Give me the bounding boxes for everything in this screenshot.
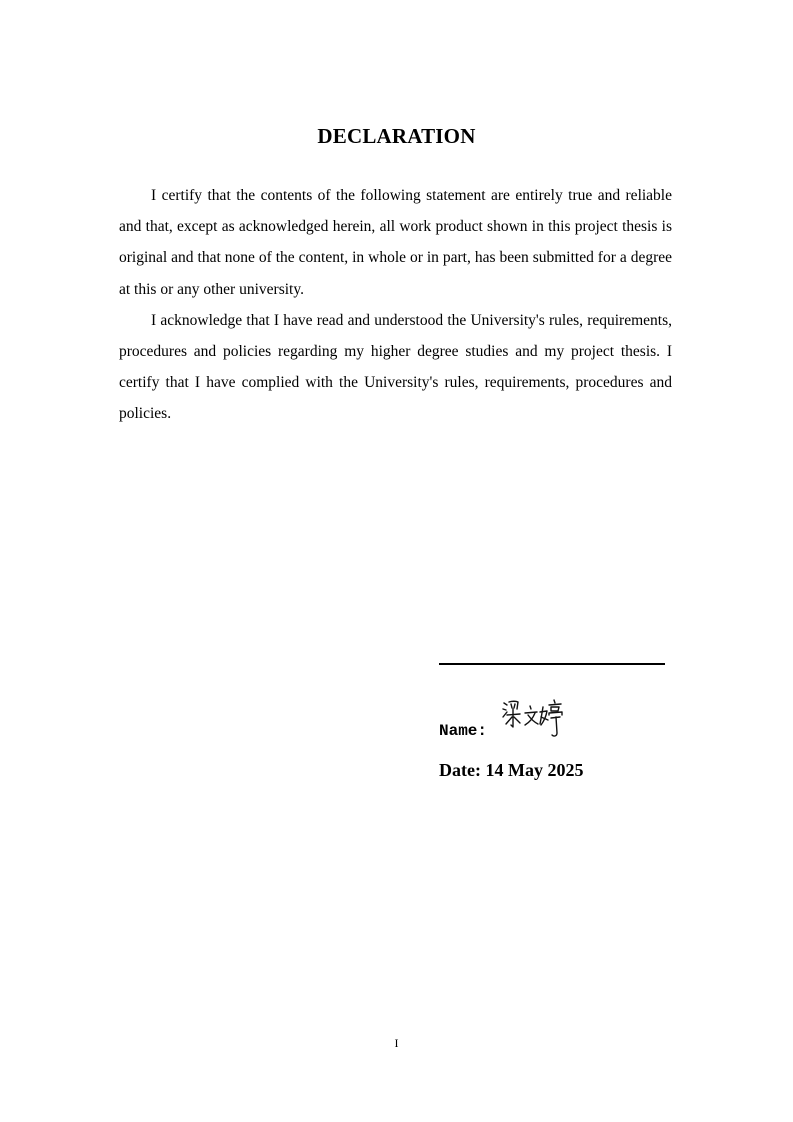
page-title: DECLARATION <box>317 124 476 148</box>
page-number: I <box>394 1036 399 1050</box>
declaration-paragraph: I acknowledge that I have read and understood the University's rules, requirements, procedures and policies regarding my higher degree studies and my project thesis. I certify that I have complied with the University's rules, requirements, procedures and policies. <box>119 311 672 423</box>
declaration-body <box>119 180 672 430</box>
handwritten-signature <box>500 697 566 741</box>
date-line: Date: 14 May 2025 <box>439 760 584 780</box>
declaration-paragraph: I certify that the contents of the following statement are entirely true and reliable and that, except as acknowledged herein, all work product shown in this project thesis is original and that none of the content, in whole or in part, has been submitted for a degree at this or any other university. <box>119 187 672 298</box>
name-label: Name: <box>439 722 488 740</box>
signature-line <box>439 663 665 665</box>
